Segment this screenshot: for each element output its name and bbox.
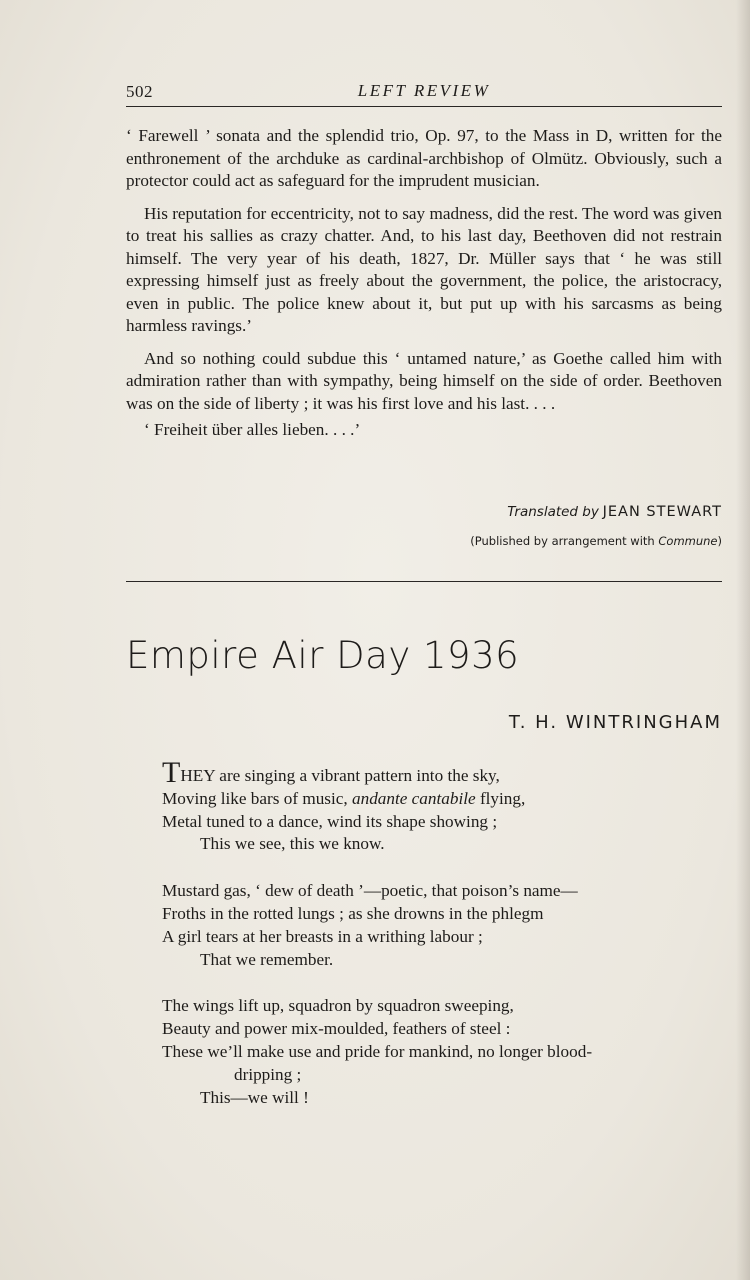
section-divider [126, 581, 722, 582]
poem-stanza-1 [162, 756, 722, 856]
poem-line: This we see, this we know. [200, 834, 385, 854]
poem-line: dripping ; [234, 1064, 302, 1084]
translator-credit [126, 504, 722, 521]
translated-by-label: Translated by [507, 504, 599, 520]
running-head: LEFT REVIEW [357, 81, 491, 100]
poem-stanza-2 [162, 880, 722, 971]
drop-cap: T [162, 756, 181, 789]
publication-note-name: Commune [658, 534, 718, 548]
poem-line: Metal tuned to a dance, wind its shape showing ; [162, 811, 498, 831]
poem-line-text: flying, [475, 788, 526, 808]
poem-line [162, 756, 722, 789]
publication-note-suffix: ) [717, 534, 722, 548]
poem-line: A girl tears at her breasts in a writhing labour ; [162, 926, 483, 946]
poem-line: Beauty and power mix-moulded, feathers of steel : [162, 1019, 511, 1039]
poem-line: That we remember. [200, 949, 334, 969]
publication-note-prefix: (Published by arrangement with [470, 534, 659, 548]
translator-name: JEAN STEWART [602, 504, 722, 520]
article-paragraph-3: And so nothing could subdue this ‘ untamed nature,’ as Goethe called him with admiration rather than with sympathy, being himself on the side of order. Beethoven was on the side of liberty ; it was his first love and his last. . . . [126, 348, 722, 413]
poem-line: This—we will ! [200, 1087, 309, 1107]
poem-title: Empire Air Day 1936 [126, 634, 520, 677]
page-header [126, 80, 722, 107]
page-edge-shadow [736, 0, 750, 1280]
article-paragraph-2: His reputation for eccentricity, not to say madness, did the rest. The word was given to treat his sallies as crazy chatter. And, to his last day, Beethoven did not restrain himself. The very year of his death, 1827, Dr. Müller says that ‘ he was still expressing himself just as freely about the government, the police, the aristocracy, even in public. The police knew about it, but put up with his sarcasms as being harmless ravings.’ [126, 203, 722, 335]
article-body [126, 125, 722, 452]
page-number: 502 [126, 82, 153, 101]
article-quote: ‘ Freiheit über alles lieben. . . .’ [144, 420, 361, 439]
poem-line: These we’ll make use and pride for mankind, no longer blood- [162, 1041, 593, 1061]
poem-line: Froths in the rotted lungs ; as she drowns in the phlegm [162, 903, 544, 923]
poem-line [162, 788, 722, 811]
poem-author: T. H. WINTRINGHAM [508, 712, 722, 733]
article-paragraph-1: ‘ Farewell ’ sonata and the splendid trio, Op. 97, to the Mass in D, written for the enthronement of the archduke as cardinal-archbishop of Olmütz. Obviously, such a protector could act as safeguard for the imprudent musician. [126, 126, 722, 190]
poem-line-italic: andante cantabile [352, 788, 476, 808]
poem-line-text: Moving like bars of music, [162, 788, 352, 808]
poem-line: The wings lift up, squadron by squadron sweeping, [162, 996, 514, 1016]
poem-line: Mustard gas, ‘ dew of death ’—poetic, that poison’s name— [162, 881, 578, 901]
poem-body [162, 756, 722, 1133]
poem-stanza-3 [162, 995, 722, 1109]
publication-note [126, 534, 722, 548]
poem-line-text: HEY are singing a vibrant pattern into the sky, [180, 766, 500, 785]
